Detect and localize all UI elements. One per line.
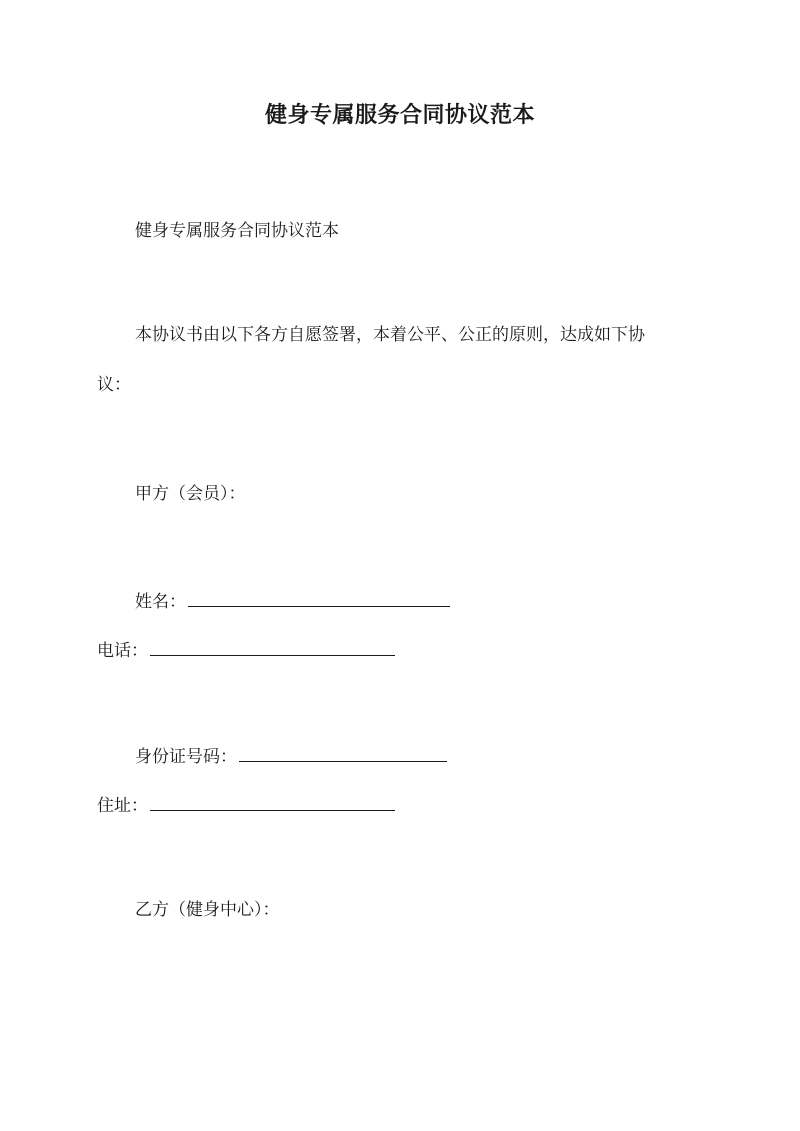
intro-paragraph-line-2: 议：	[97, 375, 131, 395]
address-field-row	[97, 794, 395, 816]
id-blank-line[interactable]	[239, 745, 447, 762]
id-label: 身份证号码：	[135, 747, 237, 767]
party-a-heading: 甲方（会员）：	[135, 484, 246, 504]
address-blank-line[interactable]	[150, 794, 395, 811]
intro-paragraph-line-1: 本协议书由以下各方自愿签署，本着公平、公正的原则，达成如下协	[135, 325, 645, 345]
document-subtitle: 健身专属服务合同协议范本	[135, 221, 339, 241]
name-field-row	[135, 590, 450, 612]
address-label: 住址：	[97, 796, 148, 816]
id-field-row	[135, 745, 447, 767]
document-title: 健身专属服务合同协议范本	[264, 102, 535, 128]
name-blank-line[interactable]	[188, 590, 450, 607]
party-b-heading: 乙方（健身中心）：	[135, 900, 280, 920]
phone-blank-line[interactable]	[150, 639, 395, 656]
phone-label: 电话：	[97, 641, 148, 661]
phone-field-row	[97, 639, 395, 661]
name-label: 姓名：	[135, 592, 186, 612]
